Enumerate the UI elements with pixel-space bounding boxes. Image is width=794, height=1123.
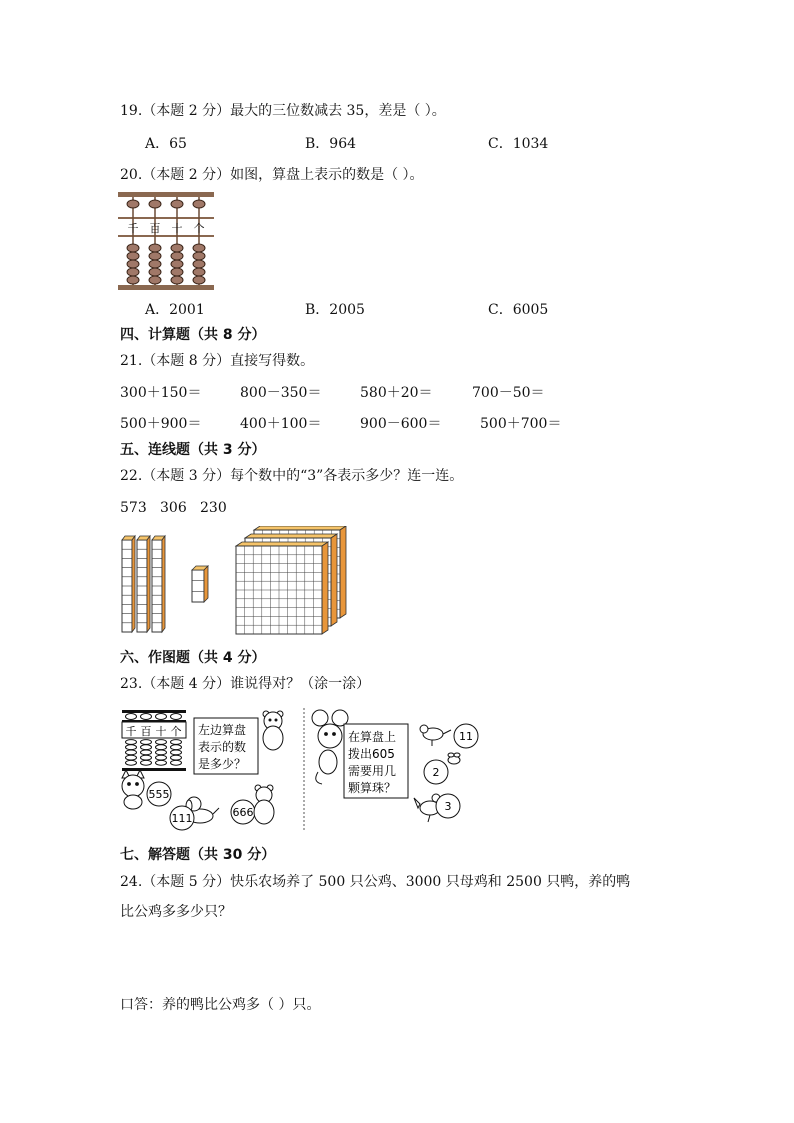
abacus-bead-lower [127,276,139,284]
q23-bead-upper [171,714,182,720]
q19-option-b[interactable]: B．964 [305,136,357,152]
q23-bead-lower [156,760,167,765]
q23-bead-lower [156,740,167,745]
ten-rod-block [137,536,150,632]
q23-bead-lower [141,755,152,760]
answer-2: 2 [432,766,440,779]
abacus-bead-lower [127,252,139,260]
abacus-bead-lower [149,260,161,268]
unit-cubes-block [192,566,208,602]
answer-11: 11 [459,730,473,743]
q23-bead-lower [171,760,182,765]
abacus-label-ge: 个 [193,222,205,235]
calc-1: 300＋150＝ [120,385,202,401]
answer-555: 555 [148,788,170,801]
bear-icon [263,711,283,750]
calc-3: 580＋20＝ [360,385,433,401]
q23-left-bubble-line1: 左边算盘 [198,723,247,737]
q20-option-b[interactable]: B．2005 [305,302,365,318]
abacus-label-qian: 千 [127,222,139,235]
q19-option-a[interactable]: A．65 [145,136,187,152]
bear-icon [254,785,274,824]
abacus-bead-upper [149,200,161,208]
q24-stem-line1: 24.（本题 5 分）快乐农场养了 500 只公鸡、3000 只母鸡和 2500 只鸭，养的鸭 [120,874,631,890]
q23-bead-lower [126,755,137,760]
q23-label-ge: 个 [170,725,182,738]
q23-bead-lower [156,750,167,755]
q23-bead-upper [141,714,152,720]
abacus-bead-lower [127,260,139,268]
bee-icon [448,753,460,764]
q23-bead-lower [156,755,167,760]
q23-bead-lower [171,750,182,755]
q22-base-ten-blocks-figure [118,526,348,644]
q24-stem-line2: 比公鸡多多少只？ [120,904,232,920]
abacus-bead-lower [171,268,183,276]
answer-666: 666 [232,806,254,819]
q23-bead-upper [156,714,167,720]
q22-number-573[interactable]: 573 [120,500,147,516]
q23-bead-lower [171,755,182,760]
q24-answer-line[interactable]: 口答：养的鸭比公鸡多（ ）只。 [120,997,321,1013]
abacus-label-bai: 百 [149,222,161,235]
q23-label-shi: 十 [155,725,167,738]
q23-label-qian: 千 [125,725,137,738]
q23-label-bai: 百 [140,725,152,738]
abacus-bead-lower [171,276,183,284]
section-7-title: 七、解答题（共 30 分） [120,847,276,863]
abacus-bead-lower [171,244,183,252]
q23-stem: 23.（本题 4 分）谁说得对？（涂一涂） [120,676,371,692]
abacus-bead-lower [149,252,161,260]
abacus-bead-lower [193,244,205,252]
answer-3: 3 [444,800,452,813]
mouse-icon [312,710,348,784]
calc-7: 900－600＝ [360,416,442,432]
q23-bead-lower [141,760,152,765]
q19-option-c[interactable]: C．1034 [488,136,549,152]
abacus-bead-lower [127,268,139,276]
hundred-flat-block [236,542,328,634]
q19-stem: 19.（本题 2 分）最大的三位数减去 35，差是（ ）。 [120,103,446,119]
abacus-bead-lower [193,276,205,284]
q23-bead-lower [141,740,152,745]
abacus-bead-lower [193,268,205,276]
q20-abacus-figure [118,192,214,292]
q23-bead-lower [171,740,182,745]
abacus-bead-lower [171,252,183,260]
calc-8: 500＋700＝ [480,416,562,432]
q23-bead-lower [126,750,137,755]
abacus-bead-lower [193,260,205,268]
q21-stem: 21.（本题 8 分）直接写得数。 [120,353,315,369]
q23-bead-lower [171,745,182,750]
q23-right-bubble-line1: 在算盘上 [348,730,397,744]
q22-number-306[interactable]: 306 [160,500,187,516]
abacus-bead-lower [149,276,161,284]
section-6-title: 六、作图题（共 4 分） [120,650,266,666]
q23-left-bubble-line2: 表示的数 [198,740,247,754]
q23-bead-lower [126,760,137,765]
answer-111: 111 [171,812,193,825]
q23-right-bubble-line4: 颗算珠？ [348,781,397,795]
ten-rod-block [122,536,135,632]
section-4-title: 四、计算题（共 8 分） [120,327,266,343]
abacus-bead-lower [149,244,161,252]
ten-rod-block [152,536,165,632]
q23-figure [118,704,490,836]
calc-6: 400＋100＝ [240,416,322,432]
q23-bead-lower [141,745,152,750]
q20-option-a[interactable]: A．2001 [145,302,205,318]
q20-stem: 20.（本题 2 分）如图，算盘上表示的数是（ ）。 [120,167,424,183]
q23-left-bubble-line3: 是多少？ [198,757,247,771]
q23-right-bubble-line3: 需要用几 [348,764,397,778]
abacus-bead-lower [127,244,139,252]
abacus-label-shi: 十 [171,222,183,235]
q23-bead-lower [156,745,167,750]
abacus-bead-lower [171,260,183,268]
q23-bead-upper [126,714,137,720]
q23-right-bubble-line2: 拨出605 [348,747,395,761]
abacus-bead-upper [193,200,205,208]
q22-stem: 22.（本题 3 分）每个数中的“3”各表示多少？连一连。 [120,468,464,484]
section-5-title: 五、连线题（共 3 分） [120,442,266,458]
q23-bead-lower [126,745,137,750]
q22-number-230[interactable]: 230 [200,500,227,516]
calc-5: 500＋900＝ [120,416,202,432]
q23-bead-lower [126,740,137,745]
abacus-bead-upper [171,200,183,208]
abacus-bead-lower [193,252,205,260]
abacus-bead-lower [149,268,161,276]
bird-icon [420,725,451,746]
q23-bead-lower [141,750,152,755]
calc-2: 800－350＝ [240,385,322,401]
abacus-bead-upper [127,200,139,208]
cat-icon [122,770,144,809]
calc-4: 700－50＝ [472,385,545,401]
q20-option-c[interactable]: C．6005 [488,302,549,318]
